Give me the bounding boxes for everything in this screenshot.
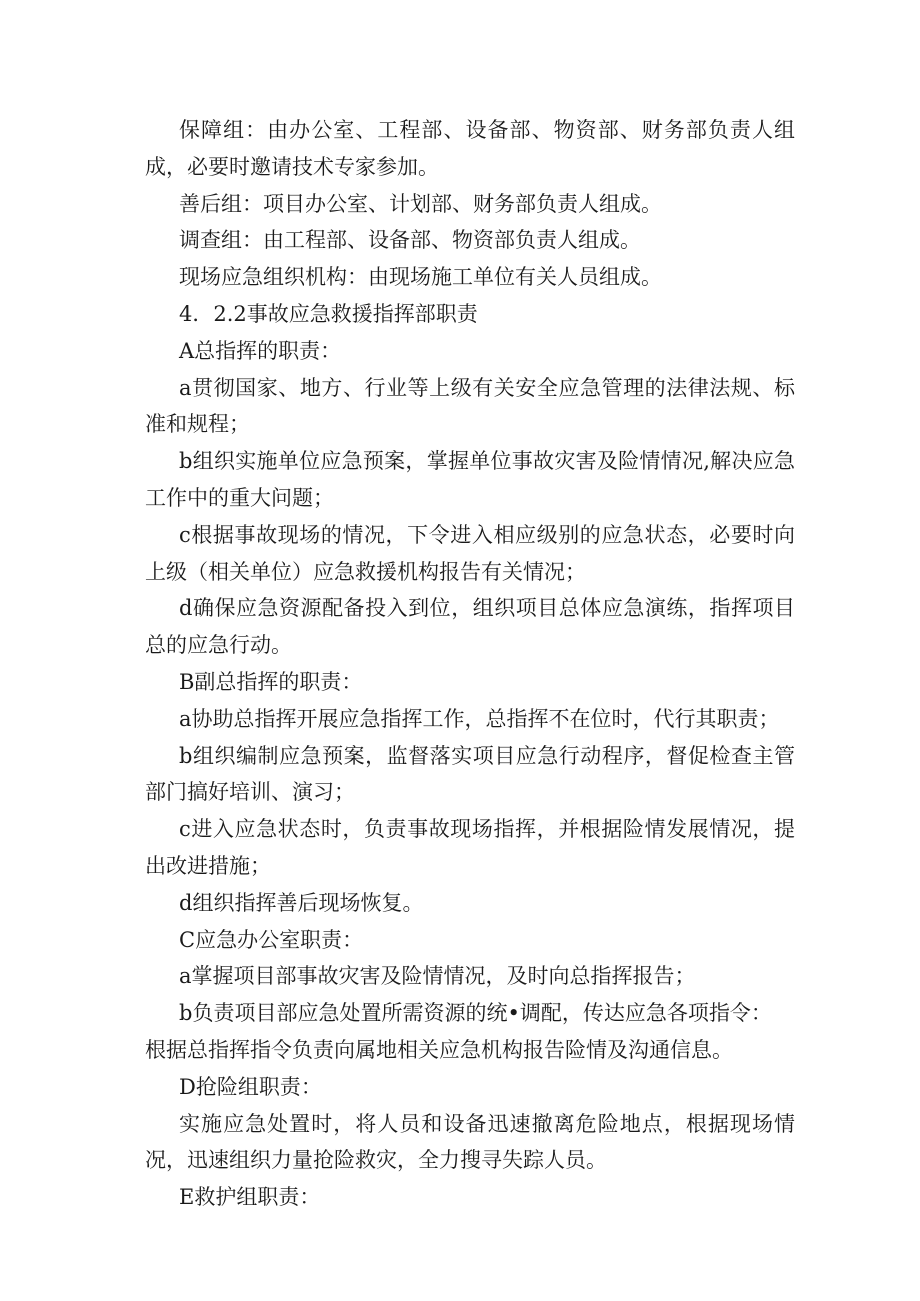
paragraph-aftermath-group: 善后组：项目办公室、计划部、财务部负责人组成。 — [179, 191, 662, 216]
document-body — [145, 112, 795, 1216]
paragraph-investigation-group: 调查组：由工程部、设备部、物资部负责人组成。 — [179, 228, 641, 253]
paragraph-office-b: b负责项目部应急处置所需资源的统•调配，传达应急各项指令： — [179, 1001, 772, 1026]
paragraph-office-a: a掌握项目部事故灾害及险情情况，及时向总指挥报告； — [179, 964, 696, 989]
paragraph-commander-c: c根据事故现场的情况，下令进入相应级别的应急状态，必要时向上级（相关单位）应急救援机构报告有关情况； — [145, 522, 795, 584]
paragraph-deputy-c: c进入应急状态时，负责事故现场指挥，并根据险情发展情况，提出改进措施； — [145, 817, 795, 878]
paragraph-deputy-b: b组织编制应急预案，监督落实项目应急行动程序，督促检查主管部门搞好培训、演习； — [145, 743, 795, 805]
subheading-deputy-duties: B副总指挥的职责： — [179, 669, 363, 694]
paragraph-deputy-a: a协助总指挥开展应急指挥工作，总指挥不在位时，代行其职责； — [179, 706, 780, 731]
paragraph-commander-a: a贯彻国家、地方、行业等上级有关安全应急管理的法律法规、标准和规程； — [145, 375, 795, 437]
paragraph-onsite-organization: 现场应急组织机构：由现场施工单位有关人员组成。 — [179, 265, 662, 290]
subheading-medical-duties: E救护组职责： — [179, 1185, 321, 1210]
subheading-commander-duties: A总指挥的职责： — [179, 338, 342, 363]
subheading-office-duties: C应急办公室职责： — [179, 927, 364, 952]
paragraph-office-b-continued: 根据总指挥指令负责向属地相关应急机构报告险情及沟通信息。 — [145, 1037, 733, 1062]
paragraph-rescue-body: 实施应急处置时，将人员和设备迅速撤离危险地点，根据现场情况，迅速组织力量抢险救灾，全力搜寻失踪人员。 — [145, 1111, 795, 1173]
subheading-rescue-duties: D抢险组职责： — [179, 1074, 322, 1099]
paragraph-deputy-d: d组织指挥善后现场恢复。 — [179, 890, 424, 915]
section-heading-4-2-2: 4．2.2事故应急救援指挥部职责 — [179, 301, 478, 326]
paragraph-commander-b: b组织实施单位应急预案，掌握单位事故灾害及险情情况,解决应急工作中的重大问题； — [145, 449, 795, 510]
paragraph-commander-d: d确保应急资源配备投入到位，组织项目总体应急演练，指挥项目总的应急行动。 — [145, 596, 795, 658]
paragraph-support-group: 保障组：由办公室、工程部、设备部、物资部、财务部负责人组成，必要时邀请技术专家参加。 — [145, 118, 795, 179]
